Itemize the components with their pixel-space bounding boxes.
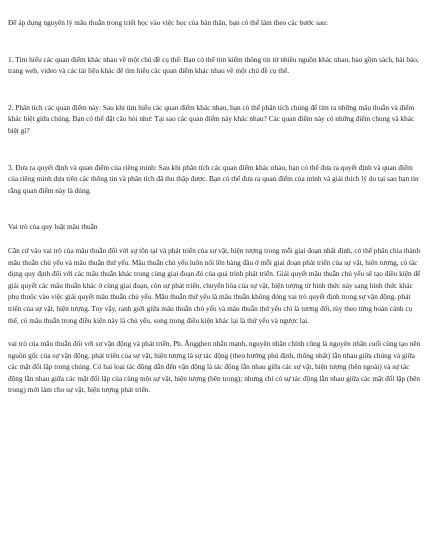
spacer	[8, 77, 423, 102]
step-1-paragraph: 1. Tìm hiểu các quan điểm khác nhau về một chủ đề cụ thể: Bạn có thể tìm kiếm thông tin từ nhiều nguồn khác nhau, bao gồm sách, bài báo, trang web, video và các tài liệu khác để tìm hiểu các quan điểm khác nhau về một chủ đề cụ thể.	[8, 54, 419, 76]
section-title: Vai trò của quy luật mâu thuẫn	[8, 222, 98, 232]
body-paragraph-1: Căn cứ vào vai trò của mâu thuẫn đối với sự tồn tại và phát triển của sự vật, hiện tượng trong mỗi giai đoạn nhất định, có thể phân chia thành mâu thuẫn chủ yếu và mâu thuẫn thứ yếu. Mâu thuẫn chủ yếu luôn nổi lên hàng đầu ở mỗi giai đoạn phát triển của sự vật, hiện tượng, có tác dụng quy định đối với các mâu thuẫn khác trong cùng giai đoạn đó của quá trình phát triển. Giải quyết mâu thuẫn chủ yếu sẽ tạo điều kiện để giải quyết các mâu thuẫn khác ở cùng giai đoạn, còn sự phát triển, chuyển hóa của sự vật, hiện tượng từ hình thức này sang hình thức khác phụ thuộc vào việc giải quyết mâu thuẫn chủ yếu. Mâu thuẫn thứ yếu là mâu thuẫn không đóng vai trò quyết định trong sự vận động, phát triển của sự vật, hiện tượng. Tuy vậy, ranh giới giữa mâu thuẫn chủ yếu và mâu thuẫn thứ yếu chỉ là tương đối, tùy theo từng hoàn cảnh cụ thể, có mâu thuẫn trong điều kiện này là chủ yếu, song trong điều kiện khác lại là thứ yếu và ngược lại.	[8, 245, 421, 325]
spacer	[8, 29, 423, 54]
spacer	[8, 233, 423, 245]
spacer	[8, 196, 423, 221]
spacer	[8, 326, 423, 338]
body-paragraph-2: vai trò của mâu thuẫn đối với sự vận động và phát triển, Ph. Ăngghen nhấn mạnh, nguyên nhân chính cũng là nguyên nhân cuối cùng tạo nên nguồn gốc của sự vận động, phát triển của sự vật, hiện tượng là sự tác động (theo hướng phủ định, thống nhất) lẫn nhau giữa chúng và giữa các mặt đối lập trong chúng. Có hai loại tác động dẫn đến vận động là tác động lẫn nhau giữa các sự vật, hiện tượng (bên ngoài) và sự tác động lẫn nhau giữa các mặt đối lập của cùng một sự vật, hiện tượng (bên trong); nhưng chỉ có sự tác động lẫn nhau giữa các mặt đối lập (bên trong) mới làm cho sự vật, hiện tượng phát triển.	[8, 339, 421, 395]
intro-paragraph: Để áp dụng nguyên lý mâu thuẫn trong triết học vào việc học của bản thân, bạn có thể làm theo các bước sau:	[8, 18, 328, 27]
step-3-paragraph: 3. Đưa ra quyết định và quan điểm của riêng mình: Sau khi phân tích các quan điểm khác nhau, bạn có thể đưa ra quyết định và quan điểm của riêng mình dựa trên các thông tin và phân tích đã thu thập được. Bạn có thể đưa ra quan điểm của mình và giải thích lý do tại sao bạn tin rằng quan điểm này là đúng.	[8, 162, 419, 195]
step-2-paragraph: 2. Phân tích các quan điểm này: Sau khi tìm hiểu các quan điểm khác nhau, bạn có thể phân tích chúng để tìm ra những mâu thuẫn và điểm khác biệt giữa chúng. Bạn có thể đặt câu hỏi như: Tại sao các quan điểm này khác nhau? Các quan điểm này có những điểm chung và khác biệt gì?	[8, 102, 415, 135]
spacer	[8, 137, 423, 162]
